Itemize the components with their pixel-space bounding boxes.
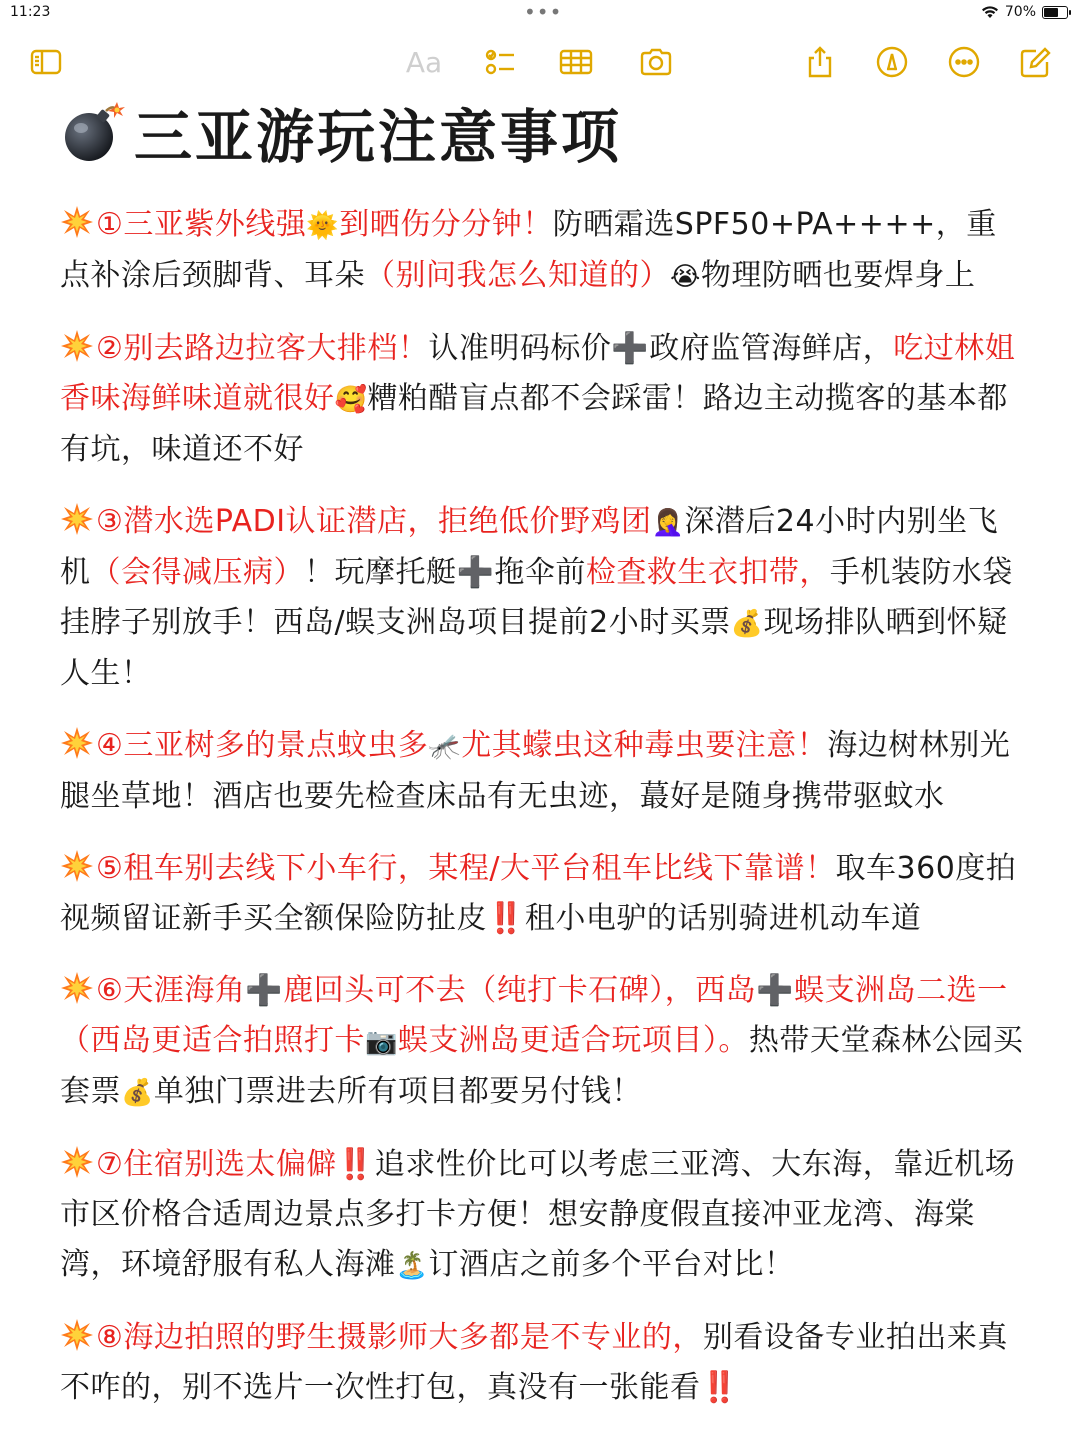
note-text: 别看设备专业拍出来真不咋的，别不选片一次性打包，真没有一张能看 (60, 1320, 1008, 1405)
note-text: 取车360度拍视频留证新手买全额保险防扯皮 (60, 851, 1017, 936)
note-item (60, 497, 1025, 699)
collision-icon (60, 1145, 94, 1179)
checklist-icon[interactable] (480, 42, 520, 82)
note-text: ‼️ (700, 1370, 739, 1405)
note-text: 认准明码标价➕政府监管海鲜店， (428, 331, 894, 366)
note-body[interactable] (60, 92, 1025, 1435)
collision-icon (60, 205, 94, 239)
emoji-glyph: 🤦‍♀️ (651, 508, 685, 538)
note-text: （会得减压病） (90, 555, 304, 590)
note-text: 物理防晒也要焊身上 (700, 258, 976, 293)
note-text: （别问我怎么知道的） (365, 258, 670, 293)
battery-percent: 70% (1004, 4, 1036, 20)
note-text: 蜈支洲岛更适合玩项目）。 (397, 1023, 749, 1058)
wifi-icon (981, 5, 999, 19)
note-text: ⑤租车别去线下小车行，某程/大平台租车比线下靠谱！ (96, 851, 836, 886)
note-text: 吃过林姐香味海鲜味道就很好 (60, 331, 1016, 416)
emoji-glyph: 📷 (365, 1027, 398, 1057)
collision-icon (60, 502, 94, 536)
note-text: 糟粕醋盲点都不会踩雷！路边主动揽客的基本都有坑，味道还不好 (60, 381, 1008, 467)
collision-icon (60, 726, 94, 760)
note-text: 手机装防水袋挂脖子别放手！西岛/蜈支洲岛项目提前2小时买票 (60, 555, 1013, 640)
emoji-glyph: 💰 (121, 1078, 154, 1108)
note-title: 三亚游玩注意事项 (134, 103, 623, 171)
note-item (60, 721, 1025, 822)
note-item (60, 844, 1025, 944)
collision-icon (60, 849, 94, 883)
note-text: 海边树林别光腿坐草地！酒店也要先检查床品有无虫迹，蕞好是随身携带驱蚊水 (60, 728, 1011, 814)
emoji-glyph: 😭 (670, 262, 701, 292)
collision-icon (60, 971, 94, 1005)
note-item (60, 324, 1025, 475)
status-bar (0, 0, 1080, 28)
status-right (981, 4, 1068, 20)
more-icon[interactable] (944, 42, 984, 82)
note-text: ‼️ (487, 901, 525, 936)
notes-toolbar (0, 36, 1080, 86)
note-item (60, 966, 1025, 1118)
note-item (60, 200, 1025, 302)
note-text: 热带天堂森林公园买套票 (60, 1023, 1024, 1109)
note-item (60, 1313, 1025, 1413)
note-text: ⑥天涯海角➕鹿回头可不去（纯打卡石碑），西岛➕蜈支洲岛二选一（西岛更适合拍照打卡 (60, 973, 1008, 1058)
compose-icon[interactable] (1016, 42, 1056, 82)
table-icon[interactable] (556, 42, 596, 82)
format-button[interactable]: Aa (405, 45, 443, 79)
sidebar-icon[interactable] (26, 42, 66, 82)
emoji-glyph: 🦟 (428, 732, 462, 762)
note-items (60, 200, 1025, 1413)
note-text: ‼️ (336, 1147, 375, 1182)
camera-icon[interactable] (636, 42, 676, 82)
emoji-glyph: 🌞 (306, 211, 340, 241)
note-text: ⑦住宿别选太偏僻 (96, 1147, 337, 1182)
note-text: ①三亚紫外线强 (96, 207, 307, 242)
note-text: 单独门票进去所有项目都要另付钱！ (153, 1074, 642, 1109)
note-text: 防晒霜选SPF50+PA++++，重点补涂后颈脚背、耳朵 (60, 207, 997, 293)
share-icon[interactable] (800, 42, 840, 82)
note-text: 深潜后24小时内别坐飞机 (60, 504, 999, 590)
battery-icon (1042, 6, 1068, 19)
emoji-glyph: 🥰 (334, 385, 368, 415)
note-text: ④三亚树多的景点蚊虫多 (96, 728, 429, 763)
bomb-icon (60, 99, 126, 165)
emoji-glyph: 💰 (730, 609, 764, 639)
note-item (60, 1140, 1025, 1291)
note-text: 到晒伤分分钟！ (339, 207, 553, 242)
note-title-row (60, 92, 1025, 172)
note-text: 现场排队晒到怀疑人生！ (60, 605, 1008, 691)
note-text: 订酒店之前多个平台对比！ (428, 1247, 795, 1282)
note-text: ②别去路边拉客大排档！ (96, 331, 429, 366)
emoji-glyph: 🏝️ (395, 1251, 429, 1281)
collision-icon (60, 329, 94, 363)
multitasking-dots[interactable]: ••• (524, 0, 563, 24)
note-text: ③潜水选PADI认证潜店，拒绝低价野鸡团 (96, 504, 652, 539)
note-text: 租小电驴的话别骑进机动车道 (524, 901, 922, 936)
note-text: 检查救生衣扣带， (585, 555, 830, 590)
note-text: ！玩摩托艇➕拖伞前 (304, 555, 586, 590)
note-text: 尤其蠓虫这种毒虫要注意！ (461, 728, 828, 763)
note-text: ⑧海边拍照的野生摄影师大多都是不专业的， (96, 1320, 703, 1355)
status-time: 11:23 (10, 4, 51, 20)
markup-icon[interactable] (872, 42, 912, 82)
note-text: 追求性价比可以考虑三亚湾、大东海，靠近机场市区价格合适周边景点多打卡方便！想安静度假直接冲亚龙湾、海棠湾，环境舒服有私人海滩 (60, 1147, 1016, 1282)
collision-icon (60, 1318, 94, 1352)
